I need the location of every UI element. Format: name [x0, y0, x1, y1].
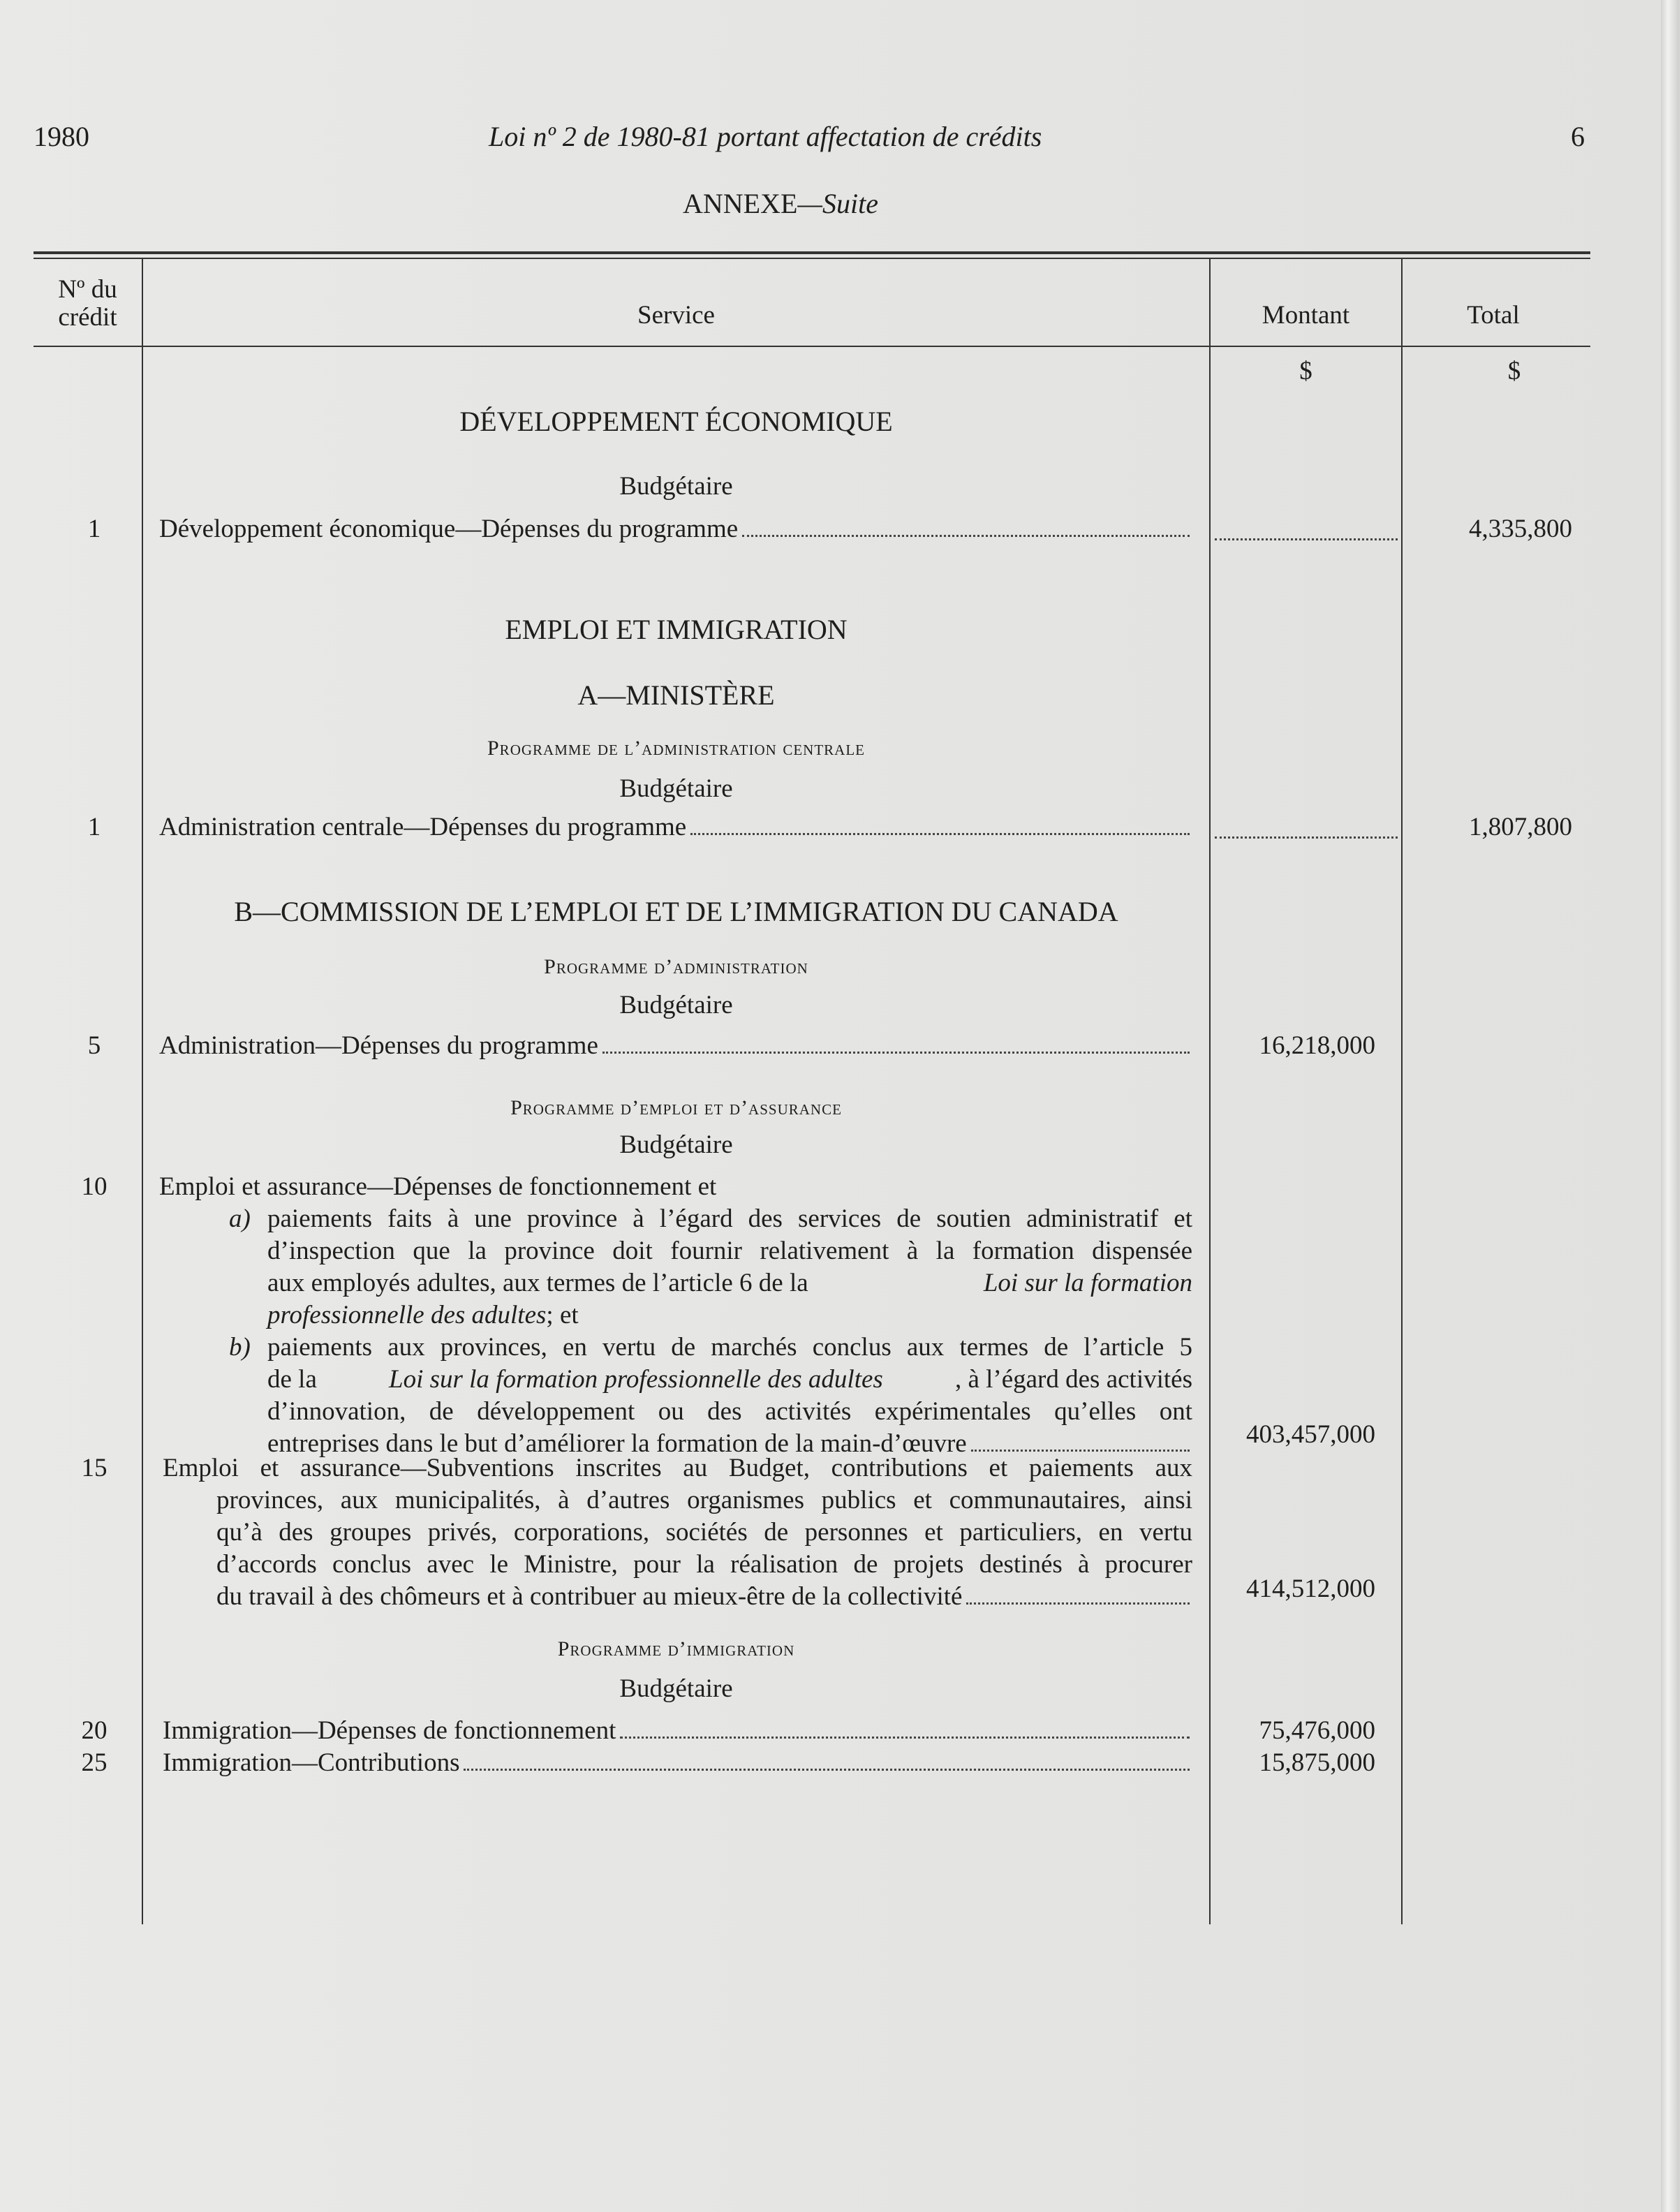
- page-edge: [1661, 0, 1679, 2212]
- vote-amount: 15,875,000: [1259, 1748, 1375, 1777]
- subsection-title: B—COMMISSION DE L’EMPLOI ET DE L’IMMIGRATION DU CANADA: [234, 896, 1118, 927]
- header-bottom-rule: [34, 346, 1590, 347]
- vote-line: Immigration—Contributions: [163, 1747, 1192, 1779]
- vote-amount: 403,457,000: [1246, 1420, 1375, 1449]
- vote-line: Administration—Dépenses du programme: [159, 1030, 1192, 1062]
- vote-text-line: professionnelle des adultes; et: [267, 1301, 579, 1329]
- vote-number: 15: [81, 1454, 108, 1482]
- program-title: Programme de l’administration centrale: [487, 737, 865, 760]
- col-header-total: Total: [1467, 301, 1520, 330]
- col-divider-3: [1401, 259, 1403, 1924]
- col-header-service: Service: [637, 301, 715, 330]
- vote-text-line: Emploi et assurance—Subventions inscrites au Budget, contributions et paiements aux: [163, 1454, 1192, 1482]
- top-rule-thin: [34, 258, 1590, 259]
- budget-label: Budgétaire: [619, 774, 733, 803]
- section-title: DÉVELOPPEMENT ÉCONOMIQUE: [459, 406, 893, 437]
- header-year: 1980: [34, 121, 89, 152]
- vote-text-line: entreprises dans le but d’améliorer la formation de la main-d’œuvre: [267, 1428, 1192, 1460]
- vote-text-line: de la Loi sur la formation professionnelle des adultes , à l’égard des activités: [267, 1365, 1192, 1394]
- budget-label: Budgétaire: [619, 472, 733, 501]
- budget-label: Budgétaire: [619, 1130, 733, 1159]
- vote-number: 1: [87, 813, 101, 841]
- vote-text-line: d’inspection que la province doit fournir relativement à la formation dispensée: [267, 1237, 1192, 1265]
- vote-text-line: d’accords conclus avec le Ministre, pour la réalisation de projets destinés à procurer: [216, 1550, 1192, 1579]
- vote-total: 4,335,800: [1469, 515, 1572, 543]
- vote-text-line: Emploi et assurance—Dépenses de fonctionnement et: [159, 1172, 717, 1201]
- paragraph-label: a): [229, 1204, 251, 1233]
- col-header-amount: Montant: [1262, 301, 1350, 330]
- vote-number: 5: [87, 1031, 101, 1060]
- header-page-number: 6: [1571, 121, 1585, 152]
- vote-text-line: provinces, aux municipalités, à d’autres organismes publics et communautaires, ainsi: [216, 1486, 1192, 1514]
- amount-unit: $: [1299, 357, 1312, 385]
- vote-total: 1,807,800: [1469, 813, 1572, 841]
- budget-label: Budgétaire: [619, 1674, 733, 1703]
- vote-amount: 75,476,000: [1259, 1716, 1375, 1745]
- vote-line: Immigration—Dépenses de fonctionnement: [163, 1715, 1192, 1747]
- section-title: EMPLOI ET IMMIGRATION: [505, 614, 848, 645]
- amount-leader: [1215, 836, 1398, 839]
- total-unit: $: [1507, 357, 1521, 385]
- program-title: Programme d’emploi et d’assurance: [510, 1096, 842, 1119]
- vote-number: 10: [81, 1172, 108, 1201]
- vote-text-line: aux employés adultes, aux termes de l’article 6 de la Loi sur la formation: [267, 1269, 1192, 1297]
- vote-number: 25: [81, 1748, 108, 1777]
- annex-heading: ANNEXE—Suite: [683, 188, 878, 219]
- vote-number: 1: [87, 515, 101, 543]
- program-title: Programme d’immigration: [557, 1637, 795, 1660]
- vote-number: 20: [81, 1716, 108, 1745]
- vote-text-line: d’innovation, de développement ou des activités expérimentales qu’elles ont: [267, 1397, 1192, 1426]
- vote-text-line: paiements faits à une province à l’égard des services de soutien administratif et: [267, 1204, 1192, 1233]
- header-title: Loi nº 2 de 1980-81 portant affectation de crédits: [489, 121, 1042, 152]
- paragraph-label: b): [229, 1333, 251, 1362]
- vote-amount: 414,512,000: [1246, 1575, 1375, 1603]
- col-header-num: Nº du crédit: [58, 275, 117, 332]
- vote-text-line: paiements aux provinces, en vertu de marchés conclus aux termes de l’article 5: [267, 1333, 1192, 1362]
- vote-line: Administration centrale—Dépenses du programme: [159, 811, 1192, 843]
- budget-label: Budgétaire: [619, 991, 733, 1019]
- program-title: Programme d’administration: [544, 955, 808, 978]
- amount-leader: [1215, 538, 1398, 540]
- vote-text-line: du travail à des chômeurs et à contribuer au mieux-être de la collectivité: [216, 1581, 1192, 1613]
- vote-text-line: qu’à des groupes privés, corporations, sociétés de personnes et particuliers, en vertu: [216, 1518, 1192, 1547]
- vote-line: Développement économique—Dépenses du programme: [159, 513, 1192, 545]
- vote-amount: 16,218,000: [1259, 1031, 1375, 1060]
- col-divider-2: [1209, 259, 1211, 1924]
- top-rule: [34, 251, 1590, 254]
- subsection-title: A—MINISTÈRE: [577, 679, 775, 711]
